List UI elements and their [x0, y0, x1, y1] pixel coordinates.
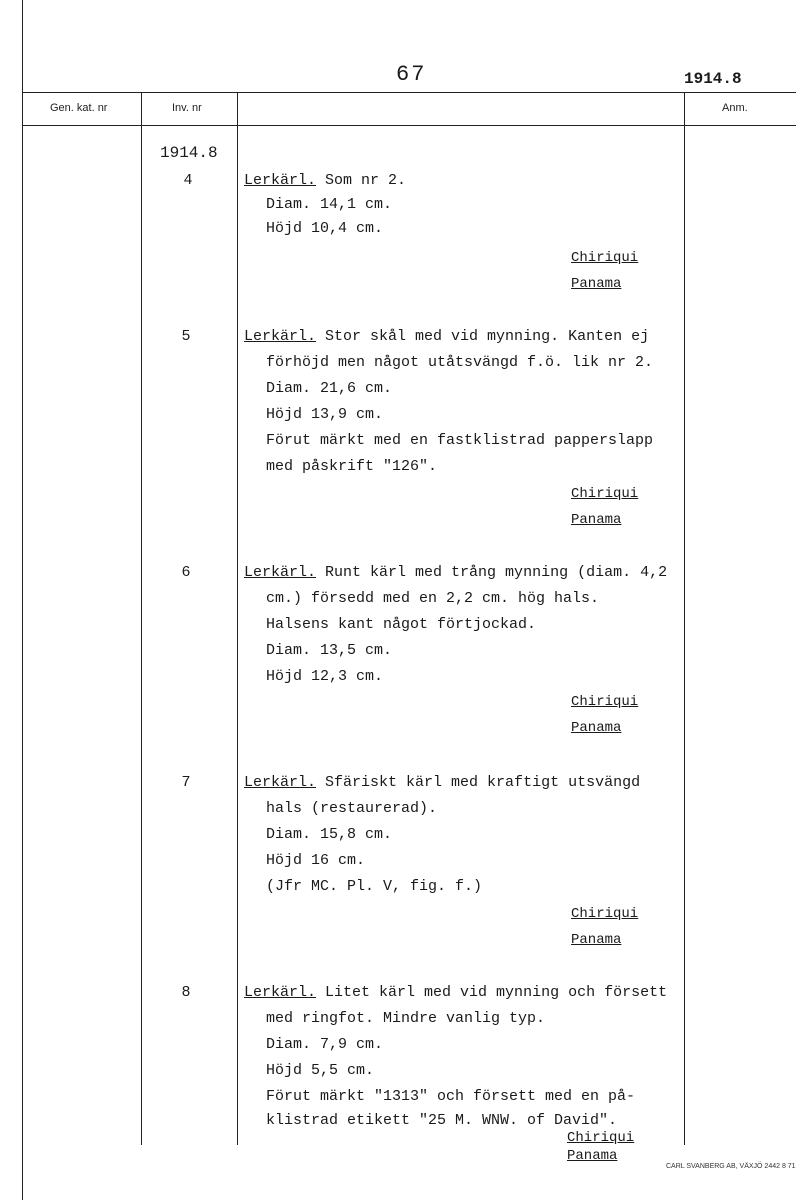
- object-type: Lerkärl.: [244, 984, 317, 1001]
- description-line: Förut märkt "1313" och försett med en på-: [266, 1088, 636, 1105]
- description-line: Diam. 15,8 cm.: [266, 826, 393, 843]
- description-line: Diam. 21,6 cm.: [266, 380, 393, 397]
- country: Panama: [571, 720, 622, 736]
- object-type: Lerkärl.: [244, 774, 317, 791]
- description-line: Höjd 10,4 cm.: [266, 220, 384, 237]
- country: Panama: [571, 932, 622, 948]
- description-line: Höjd 5,5 cm.: [266, 1062, 375, 1079]
- description-line: [244, 564, 667, 581]
- description-line: Diam. 13,5 cm.: [266, 642, 393, 659]
- inventory-number: 8: [181, 984, 191, 1001]
- locality: Chiriqui: [571, 694, 639, 710]
- column-divider-inv-desc: [237, 92, 238, 1145]
- description-line: Höjd 13,9 cm.: [266, 406, 384, 423]
- description-line: cm.) försedd med en 2,2 cm. hög hals.: [266, 590, 600, 607]
- column-divider-gen-inv: [141, 92, 142, 1145]
- description-line: (Jfr MC. Pl. V, fig. f.): [266, 878, 483, 895]
- locality: Chiriqui: [567, 1130, 635, 1146]
- inventory-number: 4: [183, 172, 193, 189]
- description-line: klistrad etikett "25 M. WNW. of David".: [266, 1112, 618, 1129]
- object-type: Lerkärl.: [244, 564, 317, 581]
- description-line: Diam. 14,1 cm.: [266, 196, 393, 213]
- object-type: Lerkärl.: [244, 328, 317, 345]
- country: Panama: [567, 1148, 618, 1164]
- header-top-rule: [22, 92, 796, 93]
- description-line: med ringfot. Mindre vanlig typ.: [266, 1010, 546, 1027]
- left-margin-rule: [22, 0, 23, 1200]
- page-number: 67: [396, 62, 427, 87]
- inventory-number: 6: [181, 564, 191, 581]
- description-text: Stor skål med vid mynning. Kanten ej: [325, 328, 650, 345]
- description-line: Förut märkt med en fastklistrad papperslapp: [266, 432, 654, 449]
- object-type: Lerkärl.: [244, 172, 317, 189]
- description-line: Halsens kant något förtjockad.: [266, 616, 537, 633]
- description-line: [244, 774, 640, 791]
- description-line: [244, 172, 406, 189]
- description-line: med påskrift "126".: [266, 458, 438, 475]
- column-header-inv-nr: Inv. nr: [172, 102, 202, 114]
- page-reference: 1914.8: [684, 70, 742, 88]
- country: Panama: [571, 512, 622, 528]
- locality: Chiriqui: [571, 906, 639, 922]
- collection-number: 1914.8: [160, 144, 218, 162]
- description-line: hals (restaurerad).: [266, 800, 438, 817]
- column-header-gen-kat-nr: Gen. kat. nr: [50, 102, 108, 114]
- description-text: Runt kärl med trång mynning (diam. 4,2: [325, 564, 668, 581]
- description-line: Diam. 7,9 cm.: [266, 1036, 384, 1053]
- description-line: förhöjd men något utåtsvängd f.ö. lik nr 2.: [266, 354, 654, 371]
- description-text: Sfäriskt kärl med kraftigt utsvängd: [325, 774, 641, 791]
- locality: Chiriqui: [571, 486, 639, 502]
- description-line: [244, 328, 649, 345]
- printer-imprint: CARL SVANBERG AB, VÄXJÖ 2442 8 71: [666, 1163, 796, 1170]
- inventory-number: 7: [181, 774, 191, 791]
- description-line: [244, 984, 667, 1001]
- column-header-anm: Anm.: [722, 102, 748, 114]
- description-line: Höjd 12,3 cm.: [266, 668, 384, 685]
- locality: Chiriqui: [571, 250, 639, 266]
- country: Panama: [571, 276, 622, 292]
- description-text: Som nr 2.: [325, 172, 407, 189]
- inventory-number: 5: [181, 328, 191, 345]
- column-divider-desc-anm: [684, 92, 685, 1145]
- description-text: Litet kärl med vid mynning och försett: [325, 984, 668, 1001]
- description-line: Höjd 16 cm.: [266, 852, 366, 869]
- header-bottom-rule: [22, 125, 796, 126]
